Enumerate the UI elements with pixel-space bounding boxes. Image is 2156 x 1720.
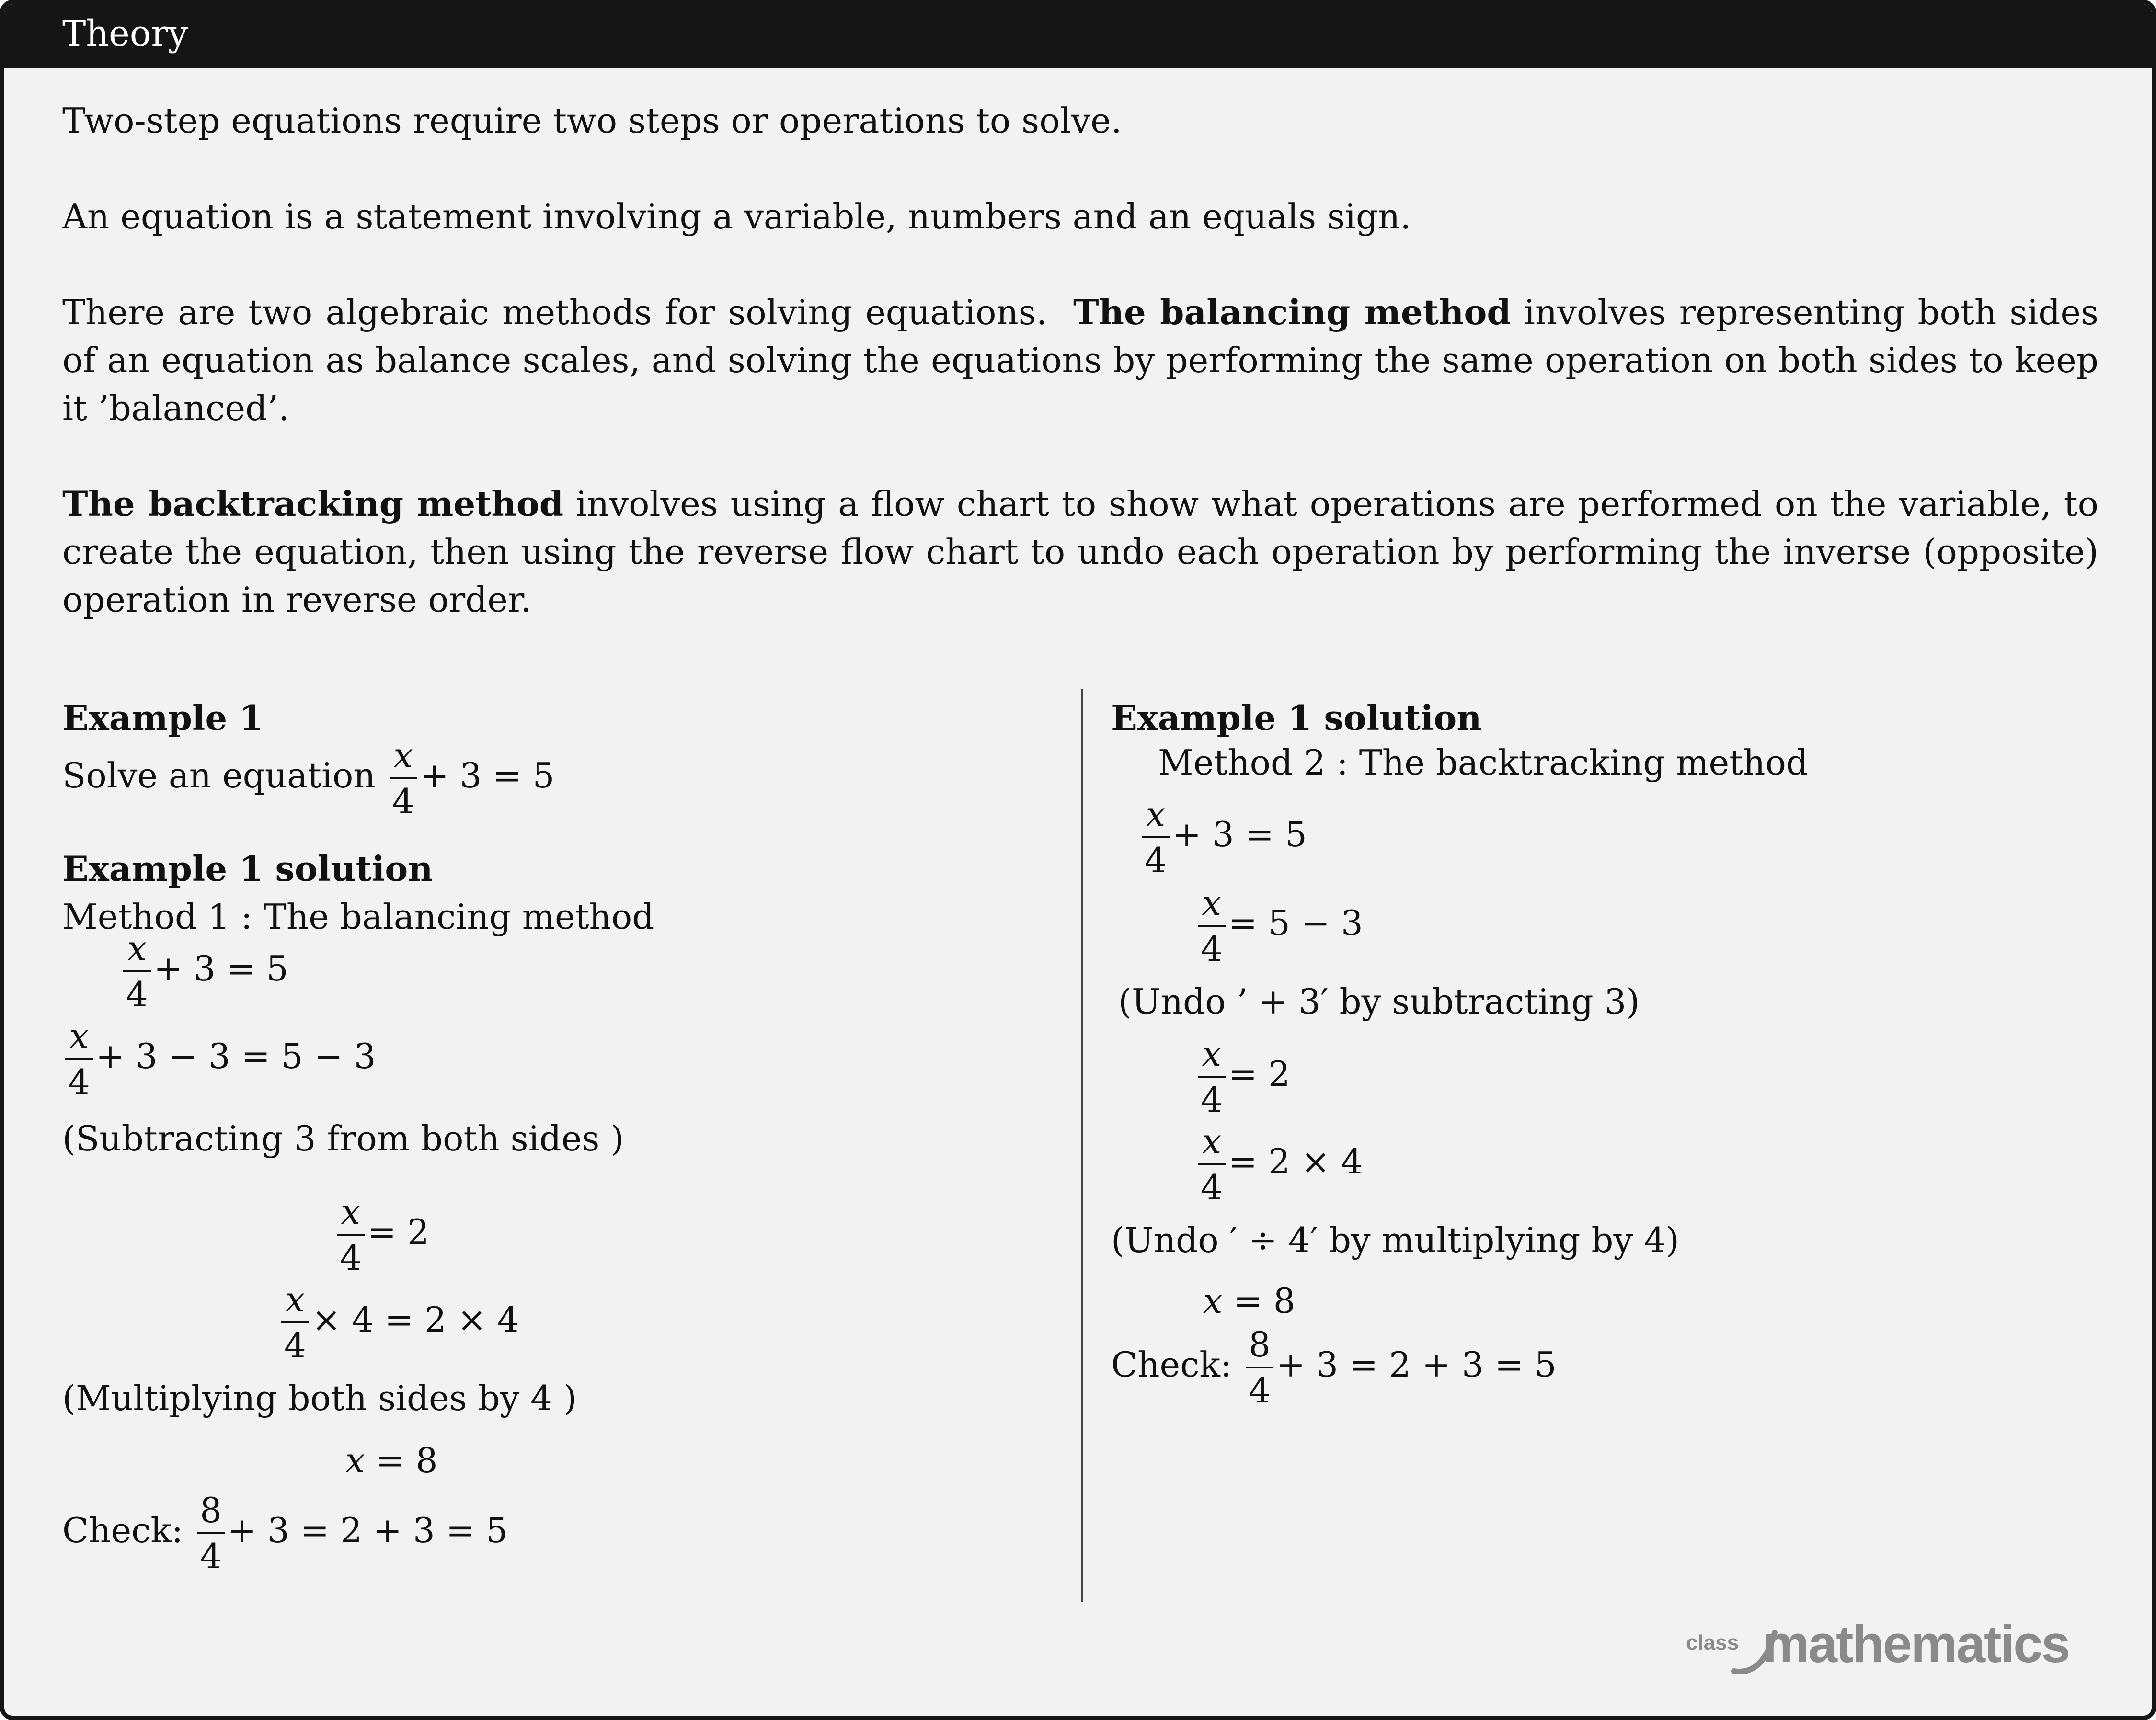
fraction xyxy=(390,735,417,821)
right-note-2: (Undo ′ ÷ 4′ by multiplying by 4) xyxy=(1111,1220,1679,1260)
check-rest: + 3 = 2 + 3 = 5 xyxy=(1276,1344,1557,1385)
step-rest: + 3 − 3 = 5 − 3 xyxy=(95,1036,376,1076)
column-divider xyxy=(1081,689,1083,1602)
check-fraction xyxy=(1246,1324,1273,1411)
frac-numerator: x xyxy=(1202,1121,1222,1162)
fraction xyxy=(123,928,151,1014)
left-check xyxy=(62,1490,508,1576)
frac-numerator: x xyxy=(69,1016,89,1056)
answer-var: x xyxy=(1203,1281,1223,1321)
left-solution-title: Example 1 solution xyxy=(62,848,433,889)
step-rest: = 5 − 3 xyxy=(1228,903,1363,943)
frac-denominator: 4 xyxy=(390,777,417,819)
fraction xyxy=(337,1192,365,1278)
left-step-3 xyxy=(334,1192,429,1278)
step-rest: + 3 = 5 xyxy=(1172,814,1307,854)
frac-denominator: 4 xyxy=(123,970,151,1012)
frac-denominator: 4 xyxy=(197,1532,225,1573)
check-label: Check: xyxy=(1111,1344,1232,1385)
left-step-4 xyxy=(278,1279,519,1366)
fraction xyxy=(1198,1121,1226,1207)
frac-denominator: 4 xyxy=(1246,1367,1273,1408)
fraction xyxy=(1142,794,1170,880)
intro-paragraph-1: Two-step equations require two steps or operations to solve. xyxy=(62,101,1122,141)
left-method: Method 1 : The balancing method xyxy=(62,897,654,937)
frac-denominator: 4 xyxy=(65,1058,93,1099)
frac-numerator: x xyxy=(285,1279,305,1320)
answer-rest: = 8 xyxy=(376,1440,438,1481)
right-method: Method 2 : The backtracking method xyxy=(1158,742,1808,783)
class-mathematics-logo xyxy=(1681,1614,2098,1686)
right-step-3 xyxy=(1195,1034,1290,1120)
frac-denominator: 4 xyxy=(337,1234,365,1275)
check-rest: + 3 = 2 + 3 = 5 xyxy=(227,1510,508,1550)
intro-p3-end: involves representing both sides of an equation as balance scales, and solving the equations by performing the same operation on both sides to keep it ’balanced’. xyxy=(62,292,2099,428)
frac-numerator: x xyxy=(1146,794,1166,834)
eq-rest: + 3 = 5 xyxy=(420,755,555,796)
frac-denominator: 4 xyxy=(1198,925,1226,966)
step-rest: × 4 = 2 × 4 xyxy=(311,1299,519,1340)
frac-denominator: 4 xyxy=(1142,836,1170,877)
right-answer xyxy=(1203,1277,1296,1325)
frac-numerator: 8 xyxy=(200,1490,222,1530)
step-rest: + 3 = 5 xyxy=(153,948,288,989)
check-fraction xyxy=(197,1490,225,1576)
step-rest: = 2 xyxy=(367,1212,429,1252)
frac-numerator: x xyxy=(341,1192,361,1232)
left-answer xyxy=(345,1436,438,1484)
right-step-1 xyxy=(1139,794,1307,880)
right-step-4 xyxy=(1195,1121,1363,1207)
intro-p4-end: involves using a flow chart to show what operations are performed on the variable, to create the equation, then using the reverse flow chart to undo each operation by performing the inverse (opposite) operation in reverse order. xyxy=(62,484,2099,620)
intro-paragraph-2: An equation is a statement involving a variable, numbers and an equals sign. xyxy=(62,196,1411,237)
frac-numerator: 8 xyxy=(1249,1324,1271,1365)
example-1-title: Example 1 xyxy=(62,697,264,738)
right-step-2 xyxy=(1195,883,1363,969)
frac-numerator: x xyxy=(1202,883,1222,923)
intro-p4-bold: The backtracking method xyxy=(62,483,564,524)
left-step-2 xyxy=(62,1016,376,1102)
fraction xyxy=(281,1279,309,1366)
frac-numerator: x xyxy=(127,928,147,968)
right-note-1: (Undo ’ + 3′ by subtracting 3) xyxy=(1118,981,1640,1022)
fraction xyxy=(1198,1034,1226,1120)
frac-denominator: 4 xyxy=(1198,1163,1226,1205)
step-rest: = 2 × 4 xyxy=(1228,1141,1363,1182)
header-title: Theory xyxy=(62,13,188,54)
intro-paragraph-4 xyxy=(62,480,2099,624)
example-1-text: Solve an equation xyxy=(62,755,376,796)
card-header xyxy=(4,4,2152,68)
right-solution-title: Example 1 solution xyxy=(1111,697,1482,738)
intro-paragraph-3 xyxy=(62,288,2099,432)
frac-denominator: 4 xyxy=(281,1321,309,1363)
logo-small-text: class xyxy=(1686,1631,1739,1654)
answer-rest: = 8 xyxy=(1233,1281,1296,1321)
logo-main-text: mathematics xyxy=(1763,1615,2069,1674)
left-note-2: (Multiplying both sides by 4 ) xyxy=(62,1378,577,1418)
answer-var: x xyxy=(345,1440,365,1481)
step-rest: = 2 xyxy=(1228,1054,1290,1094)
fraction xyxy=(1198,883,1226,969)
frac-numerator: x xyxy=(1202,1034,1222,1074)
example-1-equation xyxy=(62,735,555,821)
fraction xyxy=(65,1016,93,1102)
left-note-1: (Subtracting 3 from both sides ) xyxy=(62,1118,624,1159)
frac-numerator: x xyxy=(393,735,413,775)
intro-p3-bold: The balancing method xyxy=(1073,292,1511,332)
intro-p3-start: There are two algebraic methods for solving equations. xyxy=(62,292,1047,332)
frac-denominator: 4 xyxy=(1198,1076,1226,1117)
check-label: Check: xyxy=(62,1510,183,1550)
left-step-1 xyxy=(120,928,288,1014)
right-check xyxy=(1111,1324,1557,1411)
